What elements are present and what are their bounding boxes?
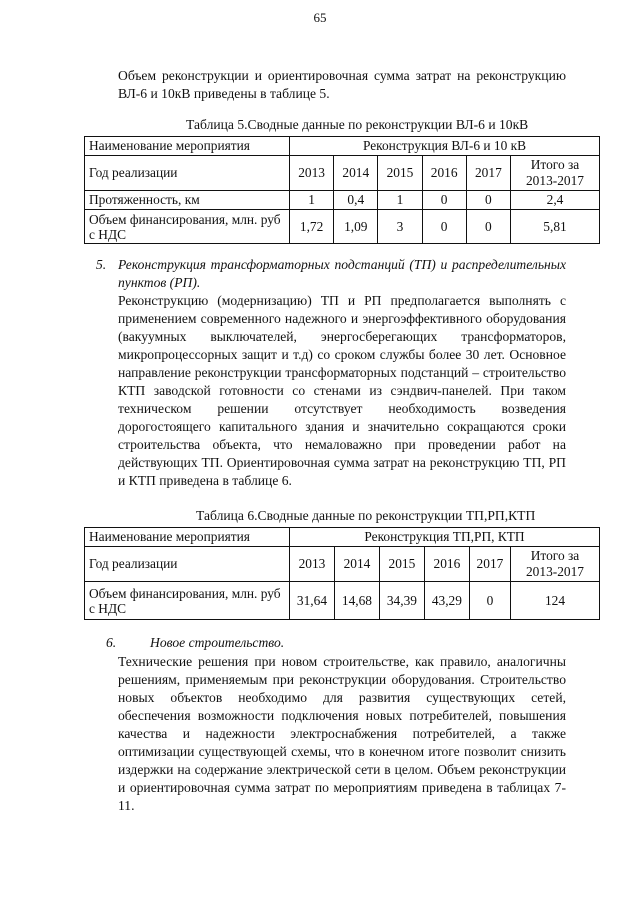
table6-cell: 14,68 xyxy=(334,582,379,620)
table5-year: 2015 xyxy=(378,156,422,191)
table-row xyxy=(85,582,600,620)
table6-cell: 31,64 xyxy=(290,582,335,620)
section5-body: Реконструкцию (модернизацию) ТП и РП предполагается выполнять с применением современного надежного и энергоэффективного оборудования (вакуумных выключателей, энергосберегающих трансформаторов, микропроцессорных защит и т.д) со сроком службы более 30 лет. Основное направление реконструкции трансформаторных подстанций – строительство КТП заводской готовности со стенами из сэндвич-панелей. При таком техническом решении отсутствует необходимость возведения дорогостоящего капитального здания и значительно сокращаются сроки строительства объекта, что немаловажно при проведении работ на действующих ТП. Ориентировочная сумма затрат на реконструкцию ТП, РП и КТП приведена в таблице 6. xyxy=(118,293,566,488)
table5 xyxy=(84,136,600,244)
table5-total-label: Итого за 2013-2017 xyxy=(511,156,600,191)
table6 xyxy=(84,527,600,620)
table5-row-name: Объем финансирования, млн. руб с НДС xyxy=(85,210,290,244)
table5-cell: 0,4 xyxy=(334,191,378,210)
table5-caption: Таблица 5.Сводные данные по реконструкции ВЛ-6 и 10кВ xyxy=(186,117,529,132)
section6-title: Новое строительство. xyxy=(150,635,285,650)
table5-cell: 0 xyxy=(422,191,466,210)
table6-year: 2017 xyxy=(469,547,510,582)
table5-row-name: Протяженность, км xyxy=(85,191,290,210)
table5-cell: 1 xyxy=(290,191,334,210)
table5-year-label: Год реализации xyxy=(85,156,290,191)
intro-paragraph: Объем реконструкции и ориентировочная сумма затрат на реконструкцию ВЛ-6 и 10кВ приведены в таблице 5. xyxy=(118,68,566,101)
table5-cell: 1 xyxy=(378,191,422,210)
table5-cell: 3 xyxy=(378,210,422,244)
table6-year-label: Год реализации xyxy=(85,547,290,582)
table5-total: 5,81 xyxy=(511,210,600,244)
table6-row-name: Объем финансирования, млн. руб с НДС xyxy=(85,582,290,620)
table6-year: 2014 xyxy=(334,547,379,582)
table5-cell: 0 xyxy=(422,210,466,244)
table5-cell: 0 xyxy=(466,210,510,244)
section6-number: 6. xyxy=(106,635,117,650)
table5-header-right: Реконструкция ВЛ-6 и 10 кВ xyxy=(290,137,600,156)
table6-header-left: Наименование мероприятия xyxy=(85,528,290,547)
table5-cell: 0 xyxy=(466,191,510,210)
table6-caption: Таблица 6.Сводные данные по реконструкции ТП,РП,КТП xyxy=(196,508,536,523)
table6-cell: 0 xyxy=(469,582,510,620)
table5-year: 2013 xyxy=(290,156,334,191)
table5-cell: 1,09 xyxy=(334,210,378,244)
table5-cell: 1,72 xyxy=(290,210,334,244)
page-number: 65 xyxy=(313,10,327,25)
table6-total: 124 xyxy=(511,582,600,620)
table6-cell: 43,29 xyxy=(424,582,469,620)
table6-year: 2016 xyxy=(424,547,469,582)
table5-total: 2,4 xyxy=(511,191,600,210)
table5-year: 2016 xyxy=(422,156,466,191)
table-row xyxy=(85,191,600,210)
table6-total-label: Итого за 2013-2017 xyxy=(511,547,600,582)
table5-year: 2017 xyxy=(466,156,510,191)
section6-body: Технические решения при новом строительстве, как правило, аналогичны решениям, применяемым при реконструкции оборудования. Строительство новых объектов необходимо для развития существующих сетей, обеспечения возможности подключения новых потребителей, повышения качества и надежности электроснабжения потребителей, а также оптимизации существующей схемы, что в конечном итоге позволит снизить издержки на содержание электрической сети в целом. Объем реконструкции и ориентировочная сумма затрат по мероприятиям приведена в таблицах 7-11. xyxy=(118,654,566,813)
table5-year: 2014 xyxy=(334,156,378,191)
table6-year: 2015 xyxy=(379,547,424,582)
table5-header-left: Наименование мероприятия xyxy=(85,137,290,156)
section5-number: 5. xyxy=(96,257,107,272)
table6-cell: 34,39 xyxy=(379,582,424,620)
table6-header-right: Реконструкция ТП,РП, КТП xyxy=(290,528,600,547)
table-row xyxy=(85,210,600,244)
table6-year: 2013 xyxy=(290,547,335,582)
section5-title: Реконструкция трансформаторных подстанций (ТП) и распределительных пунктов (РП). xyxy=(118,257,566,290)
